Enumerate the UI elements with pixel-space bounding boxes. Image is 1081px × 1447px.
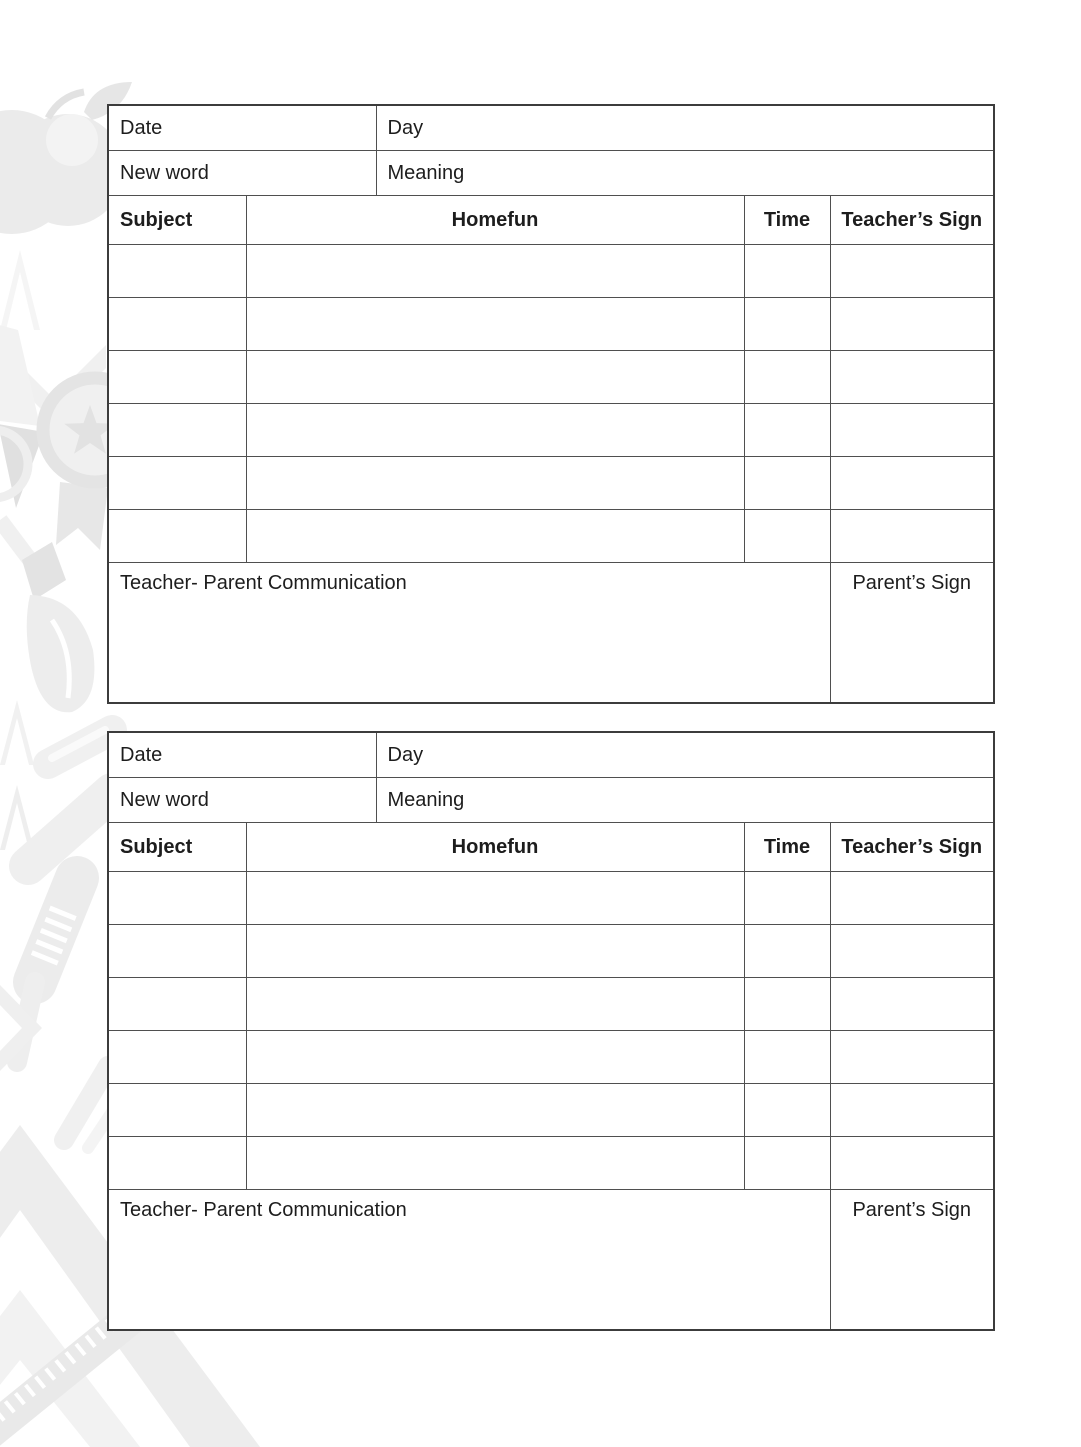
chevron-icon <box>0 700 34 850</box>
teacher-sign-cell <box>830 404 994 457</box>
parent-sign-cell: Parent’s Sign <box>830 563 994 704</box>
teacher-sign-header: Teacher’s Sign <box>830 823 994 872</box>
teacher-sign-cell <box>830 978 994 1031</box>
homefun-cell <box>246 925 744 978</box>
homefun-cell <box>246 351 744 404</box>
time-cell <box>744 298 830 351</box>
date-day-row <box>108 732 994 778</box>
teacher-sign-cell <box>830 925 994 978</box>
subject-cell <box>108 404 246 457</box>
paintbrush-icon <box>0 520 94 712</box>
teacher-sign-cell <box>830 1031 994 1084</box>
time-header: Time <box>744 196 830 245</box>
time-cell <box>744 925 830 978</box>
subject-cell <box>108 298 246 351</box>
entry-row <box>108 1084 994 1137</box>
entry-row <box>108 1031 994 1084</box>
day-cell: Day <box>376 105 994 151</box>
entry-row <box>108 404 994 457</box>
homefun-cell <box>246 978 744 1031</box>
teacher-sign-cell <box>830 872 994 925</box>
time-header: Time <box>744 823 830 872</box>
entry-row <box>108 872 994 925</box>
teacher-sign-header: Teacher’s Sign <box>830 196 994 245</box>
day-cell: Day <box>376 732 994 778</box>
homework-diary-table <box>107 104 995 704</box>
homefun-cell <box>246 1031 744 1084</box>
entry-row <box>108 351 994 404</box>
date-day-row <box>108 105 994 151</box>
time-cell <box>744 1084 830 1137</box>
communication-row <box>108 563 994 704</box>
new-word-meaning-row <box>108 151 994 196</box>
time-cell <box>744 1137 830 1190</box>
entry-row <box>108 510 994 563</box>
subject-cell <box>108 510 246 563</box>
homefun-cell <box>246 245 744 298</box>
subject-cell <box>108 1137 246 1190</box>
meaning-cell: Meaning <box>376 778 994 823</box>
marker-icon <box>0 878 120 1148</box>
time-cell <box>744 457 830 510</box>
homefun-header: Homefun <box>246 196 744 245</box>
time-cell <box>744 1031 830 1084</box>
communication-cell: Teacher- Parent Communication <box>108 1190 830 1331</box>
subject-cell <box>108 925 246 978</box>
homefun-cell <box>246 457 744 510</box>
teacher-sign-cell <box>830 298 994 351</box>
column-header-row <box>108 823 994 872</box>
time-cell <box>744 510 830 563</box>
time-cell <box>744 404 830 457</box>
teacher-sign-cell <box>830 245 994 298</box>
time-cell <box>744 245 830 298</box>
communication-cell: Teacher- Parent Communication <box>108 563 830 704</box>
subject-cell <box>108 457 246 510</box>
entry-row <box>108 298 994 351</box>
date-cell: Date <box>108 732 376 778</box>
date-cell: Date <box>108 105 376 151</box>
homefun-cell <box>246 1084 744 1137</box>
time-cell <box>744 978 830 1031</box>
subject-cell <box>108 351 246 404</box>
subject-cell <box>108 1084 246 1137</box>
teacher-sign-cell <box>830 457 994 510</box>
teacher-sign-cell <box>830 1137 994 1190</box>
homefun-cell <box>246 404 744 457</box>
subject-cell <box>108 245 246 298</box>
meaning-cell: Meaning <box>376 151 994 196</box>
new-word-cell: New word <box>108 151 376 196</box>
communication-row <box>108 1190 994 1331</box>
entry-row <box>108 245 994 298</box>
teacher-sign-cell <box>830 1084 994 1137</box>
column-header-row <box>108 196 994 245</box>
entry-row <box>108 925 994 978</box>
teacher-sign-cell <box>830 351 994 404</box>
subject-cell <box>108 1031 246 1084</box>
parent-sign-cell: Parent’s Sign <box>830 1190 994 1331</box>
subject-cell <box>108 978 246 1031</box>
time-cell <box>744 351 830 404</box>
homefun-cell <box>246 872 744 925</box>
homefun-cell <box>246 1137 744 1190</box>
homework-diary-table <box>107 731 995 1331</box>
subject-header: Subject <box>108 823 246 872</box>
entry-row <box>108 978 994 1031</box>
entry-row <box>108 1137 994 1190</box>
new-word-meaning-row <box>108 778 994 823</box>
time-cell <box>744 872 830 925</box>
entry-row <box>108 457 994 510</box>
subject-header: Subject <box>108 196 246 245</box>
eraser-icon <box>28 730 112 866</box>
homefun-cell <box>246 298 744 351</box>
teacher-sign-cell <box>830 510 994 563</box>
homefun-header: Homefun <box>246 823 744 872</box>
new-word-cell: New word <box>108 778 376 823</box>
subject-cell <box>108 872 246 925</box>
homefun-cell <box>246 510 744 563</box>
